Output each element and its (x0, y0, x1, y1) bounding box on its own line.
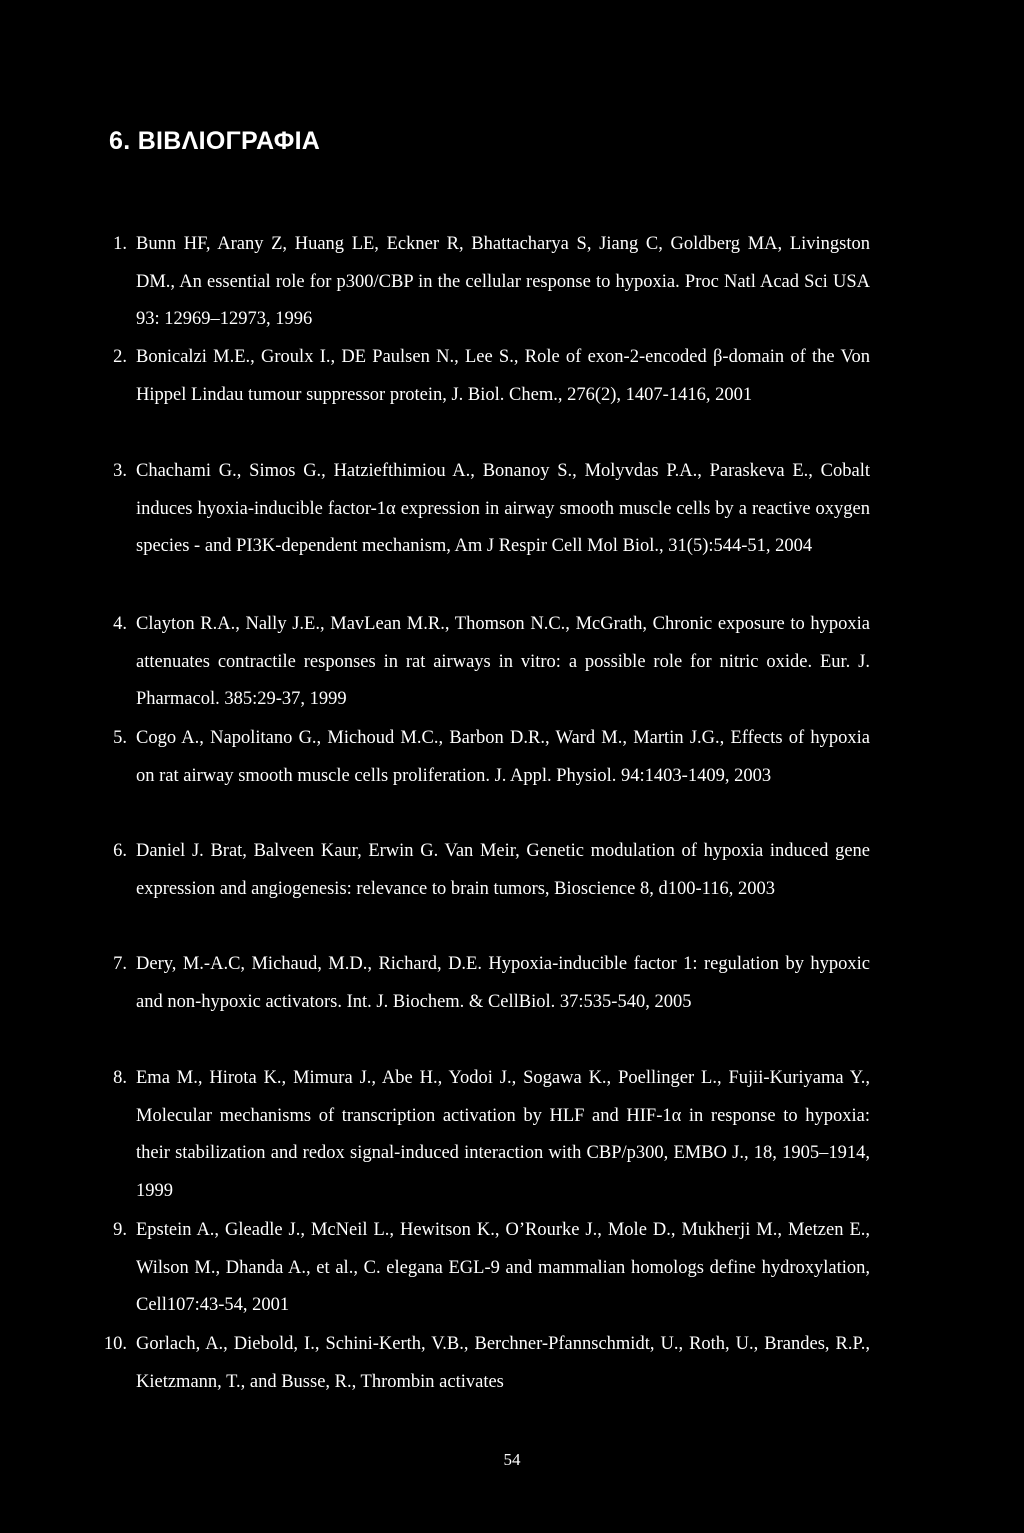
reference-item (113, 720, 870, 795)
reference-item (113, 1060, 870, 1210)
reference-text: Epstein A., Gleadle J., McNeil L., Hewitson K., O’Rourke J., Mole D., Mukherji M., Metzen E., Wilson M., Dhanda A., et al., C. elegana EGL-9 and mammalian homologs define hydroxylation, Cell107:43-54, 2001 (136, 1220, 870, 1315)
reference-number: 4. (113, 614, 127, 634)
reference-text: Chachami G., Simos G., Hatziefthimiou A., Bonanoy S., Molyvdas P.A., Paraskeva E., Cobalt induces hyoxia-inducible factor-1α expression in airway smooth muscle cells by a reactive oxygen species - and PI3K-dependent mechanism, Am J Respir Cell Mol Biol., 31(5):544-51, 2004 (136, 461, 870, 556)
page-number: 54 (503, 1450, 521, 1469)
reference-text: Bunn HF, Arany Z, Huang LE, Eckner R, Bhattacharya S, Jiang C, Goldberg MA, Livingston DM., An essential role for p300/CBP in the cellular response to hypoxia. Proc Natl Acad Sci USA 93: 12969–12973, 1996 (136, 234, 870, 329)
reference-text: Gorlach, A., Diebold, I., Schini-Kerth, V.B., Berchner-Pfannschmidt, U., Roth, U., Brandes, R.P., Kietzmann, T., and Busse, R., Thrombin activates (136, 1334, 870, 1392)
reference-item (113, 226, 870, 339)
reference-item (113, 453, 870, 566)
reference-number: 9. (113, 1220, 127, 1240)
reference-item (113, 946, 870, 1021)
reference-number: 7. (113, 954, 127, 974)
reference-number: 2. (113, 347, 127, 367)
reference-item (113, 339, 870, 414)
reference-text: Ema M., Hirota K., Mimura J., Abe H., Yodoi J., Sogawa K., Poellinger L., Fujii-Kuriyama Y., Molecular mechanisms of transcription activation by HLF and HIF-1α in response to hypoxia: their stabilization and redox signal-induced interaction with CBP/p300, EMBO J., 18, 1905–1914, 1999 (136, 1068, 870, 1201)
reference-number: 8. (113, 1068, 127, 1088)
reference-text: Daniel J. Brat, Balveen Kaur, Erwin G. Van Meir, Genetic modulation of hypoxia induced gene expression and angiogenesis: relevance to brain tumors, Bioscience 8, d100-116, 2003 (136, 841, 870, 899)
reference-text: Clayton R.A., Nally J.E., MavLean M.R., Thomson N.C., McGrath, Chronic exposure to hypoxia attenuates contractile responses in rat airways in vitro: a possible role for nitric oxide. Eur. J. Pharmacol. 385:29-37, 1999 (136, 614, 870, 709)
reference-number: 1. (113, 234, 127, 254)
reference-item (113, 1212, 870, 1325)
reference-text: Dery, M.-A.C, Michaud, M.D., Richard, D.E. Hypoxia-inducible factor 1: regulation by hypoxic and non-hypoxic activators. Int. J. Biochem. & CellBiol. 37:535-540, 2005 (136, 954, 870, 1012)
reference-number: 5. (113, 728, 127, 748)
reference-item (113, 833, 870, 908)
reference-item (113, 606, 870, 719)
reference-number: 6. (113, 841, 127, 861)
reference-text: Bonicalzi M.E., Groulx I., DE Paulsen N., Lee S., Role of exon-2-encoded β-domain of the Von Hippel Lindau tumour suppressor protein, J. Biol. Chem., 276(2), 1407-1416, 2001 (136, 347, 870, 405)
reference-number: 3. (113, 461, 127, 481)
section-heading: 6. ΒΙΒΛΙΟΓΡΑΦΙΑ (109, 127, 321, 155)
reference-text: Cogo A., Napolitano G., Michoud M.C., Barbon D.R., Ward M., Martin J.G., Effects of hypoxia on rat airway smooth muscle cells proliferation. J. Appl. Physiol. 94:1403-1409, 2003 (136, 728, 870, 786)
reference-item (103, 1326, 870, 1401)
reference-number: 10. (103, 1334, 127, 1354)
